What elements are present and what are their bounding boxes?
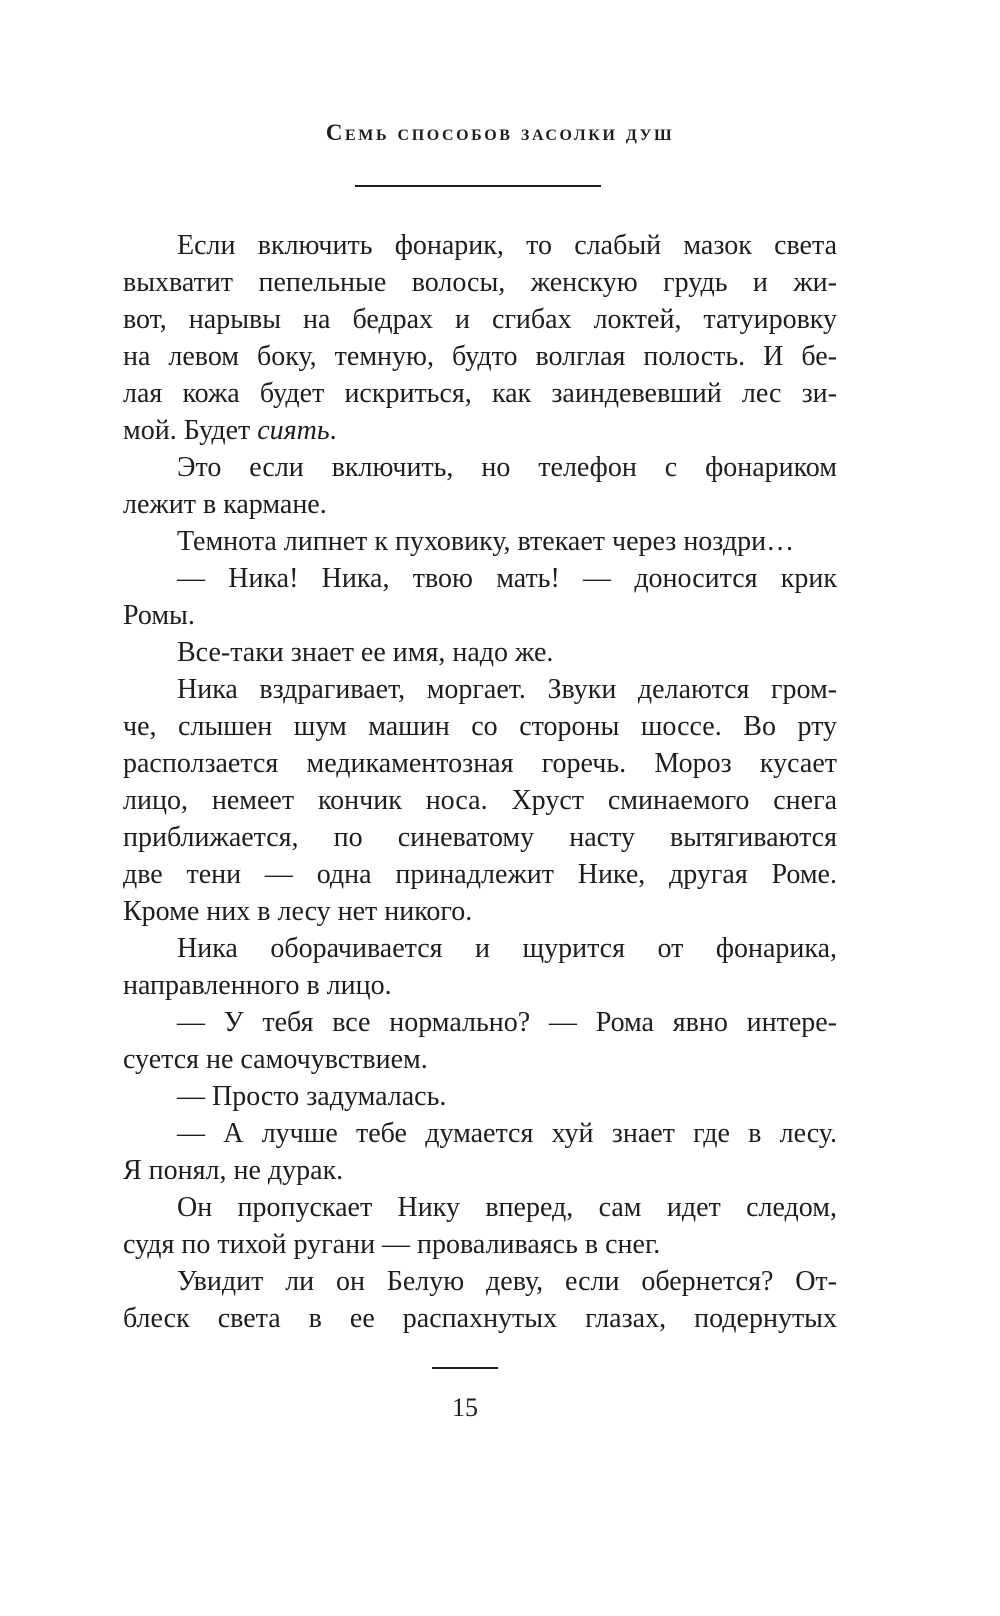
text-line-content: — Просто задумалась. [177,1081,447,1112]
text-line-content: — У тебя все нормально? — Рома явно интере- [177,1007,837,1038]
text-line-content: выхватит пепельные волосы, женскую грудь и жи- [123,267,837,298]
text-line-content: направленного в лицо. [123,970,392,1001]
text-line [123,1041,837,1078]
text-line [123,560,837,597]
text-line-content: Темнота липнет к пуховику, втекает через ноздри… [177,526,795,557]
footer-divider [432,1367,498,1369]
text-line [123,930,837,967]
text-line [123,819,837,856]
text-line [123,1152,837,1189]
text-line [123,264,837,301]
text-line-content: лежит в кармане. [123,489,327,520]
page-number: 15 [452,1393,478,1422]
text-line-content: — Ника! Ника, твою мать! — доносится крик [177,563,837,594]
text-line [123,412,837,449]
text-line-content: — А лучше тебе думается хуй знает где в лесу. [177,1118,837,1149]
text-line [123,486,837,523]
text-line [123,893,837,930]
text-line-content: Это если включить, но телефон с фонариком [177,452,837,483]
text-line-content: лая кожа будет искриться, как заиндевевший лес зи- [123,378,837,409]
text-line-tail: . [329,415,337,446]
text-line-content: приближается, по синеватому насту вытягиваются [123,822,837,853]
text-line [123,375,837,412]
body-text [123,227,837,1337]
text-line-content: Если включить фонарик, то слабый мазок света [177,230,837,261]
text-line-content: Он пропускает Нику вперед, сам идет следом, [177,1192,837,1223]
text-line [123,967,837,1004]
text-line [123,449,837,486]
text-line [123,1078,837,1115]
text-line [123,856,837,893]
text-line-content: Ника вздрагивает, моргает. Звуки делаются гром- [177,674,837,705]
text-line [123,671,837,708]
text-line-content: блеск света в ее распахнутых глазах, подернутых [123,1303,837,1334]
text-line [123,1115,837,1152]
text-line-content: Увидит ли он Белую деву, если обернется? От- [177,1266,837,1297]
text-line [123,745,837,782]
text-line-content: че, слышен шум машин со стороны шоссе. Во рту [123,711,837,742]
text-line [123,1300,837,1337]
running-head: Семь способов засолки душ [325,120,675,145]
text-line-content: Ника оборачивается и щурится от фонарика, [177,933,837,964]
text-line-content: Все-таки знает ее имя, надо же. [177,637,554,668]
text-line-content: Я понял, не дурак. [123,1155,344,1186]
text-line-content: суется не самочувствием. [123,1044,428,1075]
text-line-content: на левом боку, темную, будто волглая полость. И бе- [123,341,837,372]
text-line [123,597,837,634]
text-line [123,301,837,338]
text-line [123,523,837,560]
text-line [123,227,837,264]
italic-word: сиять [257,415,330,446]
text-line [123,1226,837,1263]
text-line-content: вот, нарывы на бедрах и сгибах локтей, татуировку [123,304,837,335]
text-line [123,634,837,671]
text-line [123,1263,837,1300]
text-line [123,708,837,745]
text-line-content: расползается медикаментозная горечь. Мороз кусает [123,748,837,779]
text-line [123,338,837,375]
text-line-content: Ромы. [123,600,195,631]
text-line-content: Кроме них в лесу нет никого. [123,896,473,927]
text-line-content: лицо, немеет кончик носа. Хруст сминаемого снега [123,785,837,816]
text-line [123,1189,837,1226]
text-line-content: две тени — одна принадлежит Нике, другая Роме. [123,859,837,890]
text-line-content: мой. Будет [123,415,258,446]
header-divider [355,185,601,187]
text-line [123,1004,837,1041]
text-line [123,782,837,819]
text-line-content: судя по тихой ругани — проваливаясь в снег. [123,1229,661,1260]
